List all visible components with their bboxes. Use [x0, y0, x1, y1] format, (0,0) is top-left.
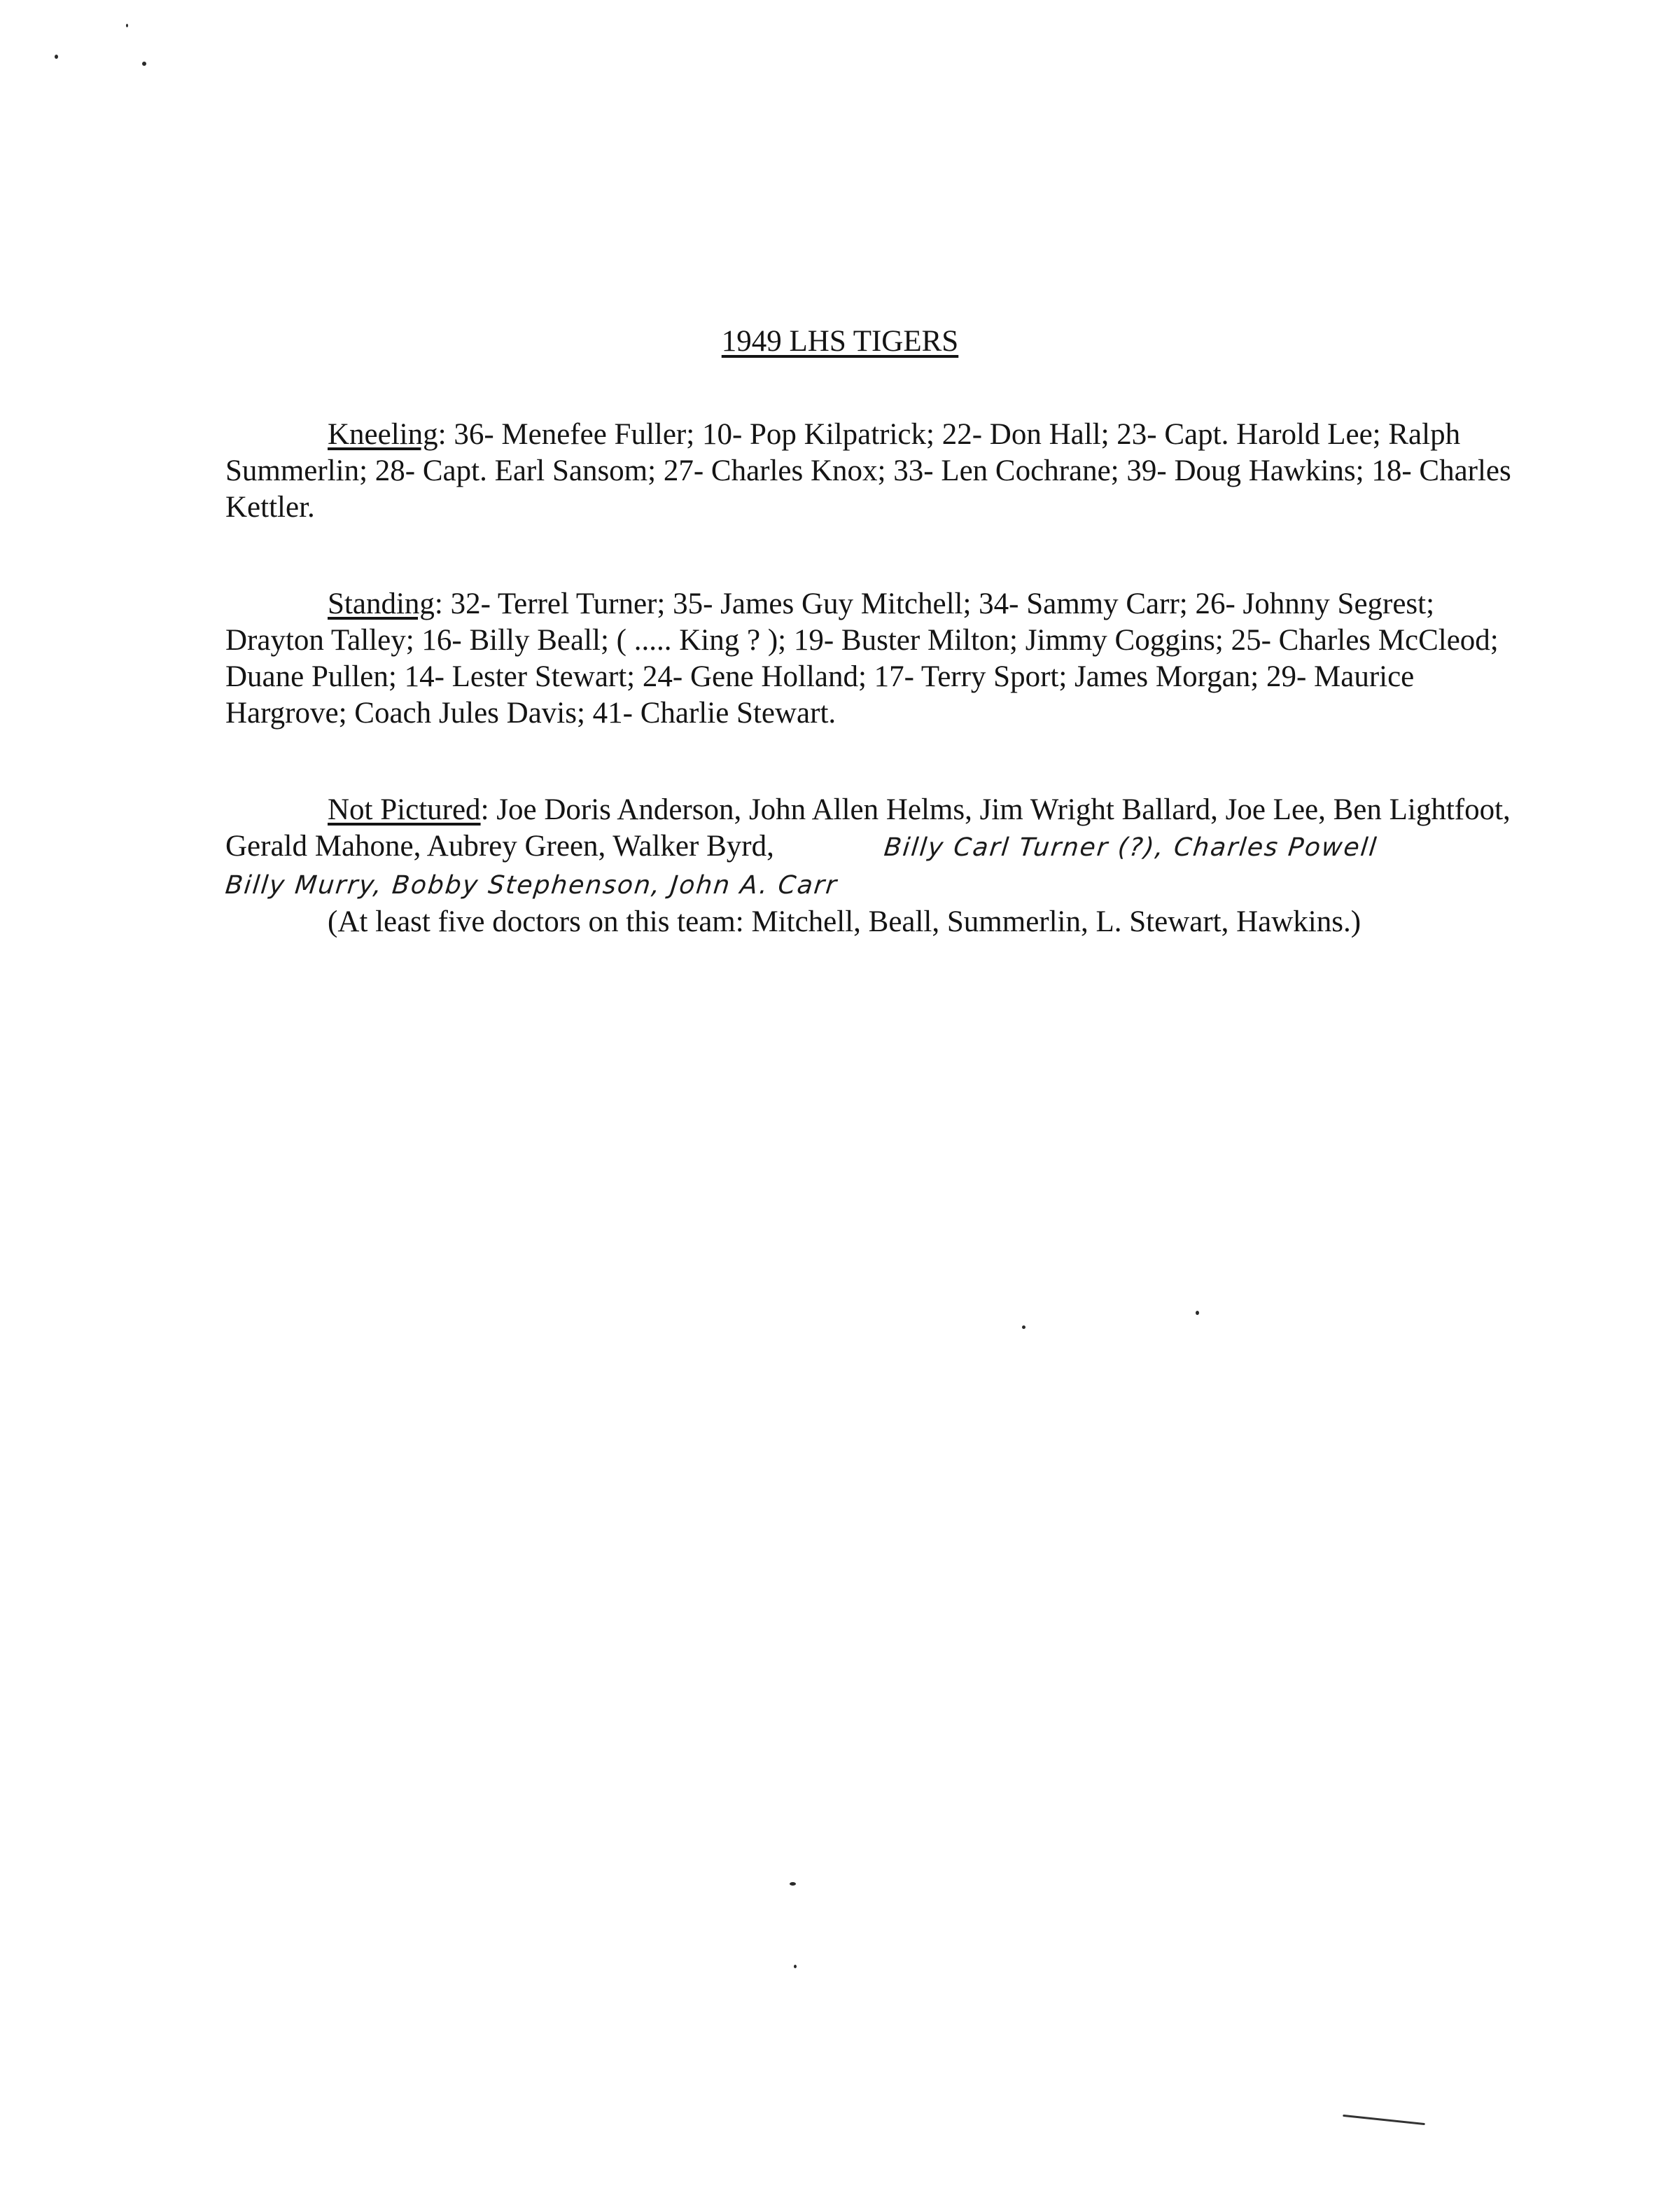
document-title	[0, 322, 1680, 361]
not-pictured-paragraph	[225, 792, 1526, 904]
standing-text: : 32- Terrel Turner; 35- James Guy Mitchell; 34- Sammy Carr; 26- Johnny Segrest; Drayton Talley; 16- Billy Beall; ( ..... King ? ); 19- Buster Milton; Jimmy Coggins; 25- Charles McCleod; Duane Pullen; 14- Lester Stewart; 24- Gene Holland; 17- Terry Sport; James Morgan; 29- Maurice Hargrove; Coach Jules Davis; 41- Charlie Stewart.	[225, 587, 1499, 730]
kneeling-label: Kneeling	[328, 418, 438, 451]
scan-speck	[790, 1882, 796, 1886]
handwritten-addition-1: Billy Carl Turner (?), Charles Powell	[882, 833, 1379, 862]
scan-speck	[142, 62, 146, 66]
not-pictured-text: : Joe Doris Anderson, John Allen Helms, Jim Wright Ballard, Joe Lee, Ben Lightfoot, Gerald Mahone, Aubrey Green, Walker Byrd,	[225, 793, 1511, 863]
scan-speck	[1196, 1311, 1199, 1315]
document-body	[225, 417, 1526, 940]
scan-speck	[55, 55, 58, 59]
pen-stroke-mark	[1343, 2115, 1425, 2125]
scan-speck	[1022, 1325, 1026, 1329]
not-pictured-label: Not Pictured	[328, 793, 481, 826]
doctors-note: (At least five doctors on this team: Mitchell, Beall, Summerlin, L. Stewart, Hawkins.)	[328, 905, 1362, 938]
kneeling-text: : 36- Menefee Fuller; 10- Pop Kilpatrick; 22- Don Hall; 23- Capt. Harold Lee; Ralph Summerlin; 28- Capt. Earl Sansom; 27- Charles Knox; 33- Len Cochrane; 39- Doug Hawkins; 18- Charles Kettler.	[225, 418, 1511, 524]
handwritten-addition-2: Billy Murry, Bobby Stephenson, John A. Carr	[223, 871, 839, 900]
standing-paragraph	[225, 586, 1526, 732]
scan-speck	[794, 1965, 797, 1968]
kneeling-paragraph	[225, 417, 1526, 526]
standing-label: Standing	[328, 587, 435, 620]
scan-speck	[126, 24, 128, 27]
title-text: 1949 LHS TIGERS	[721, 325, 959, 358]
